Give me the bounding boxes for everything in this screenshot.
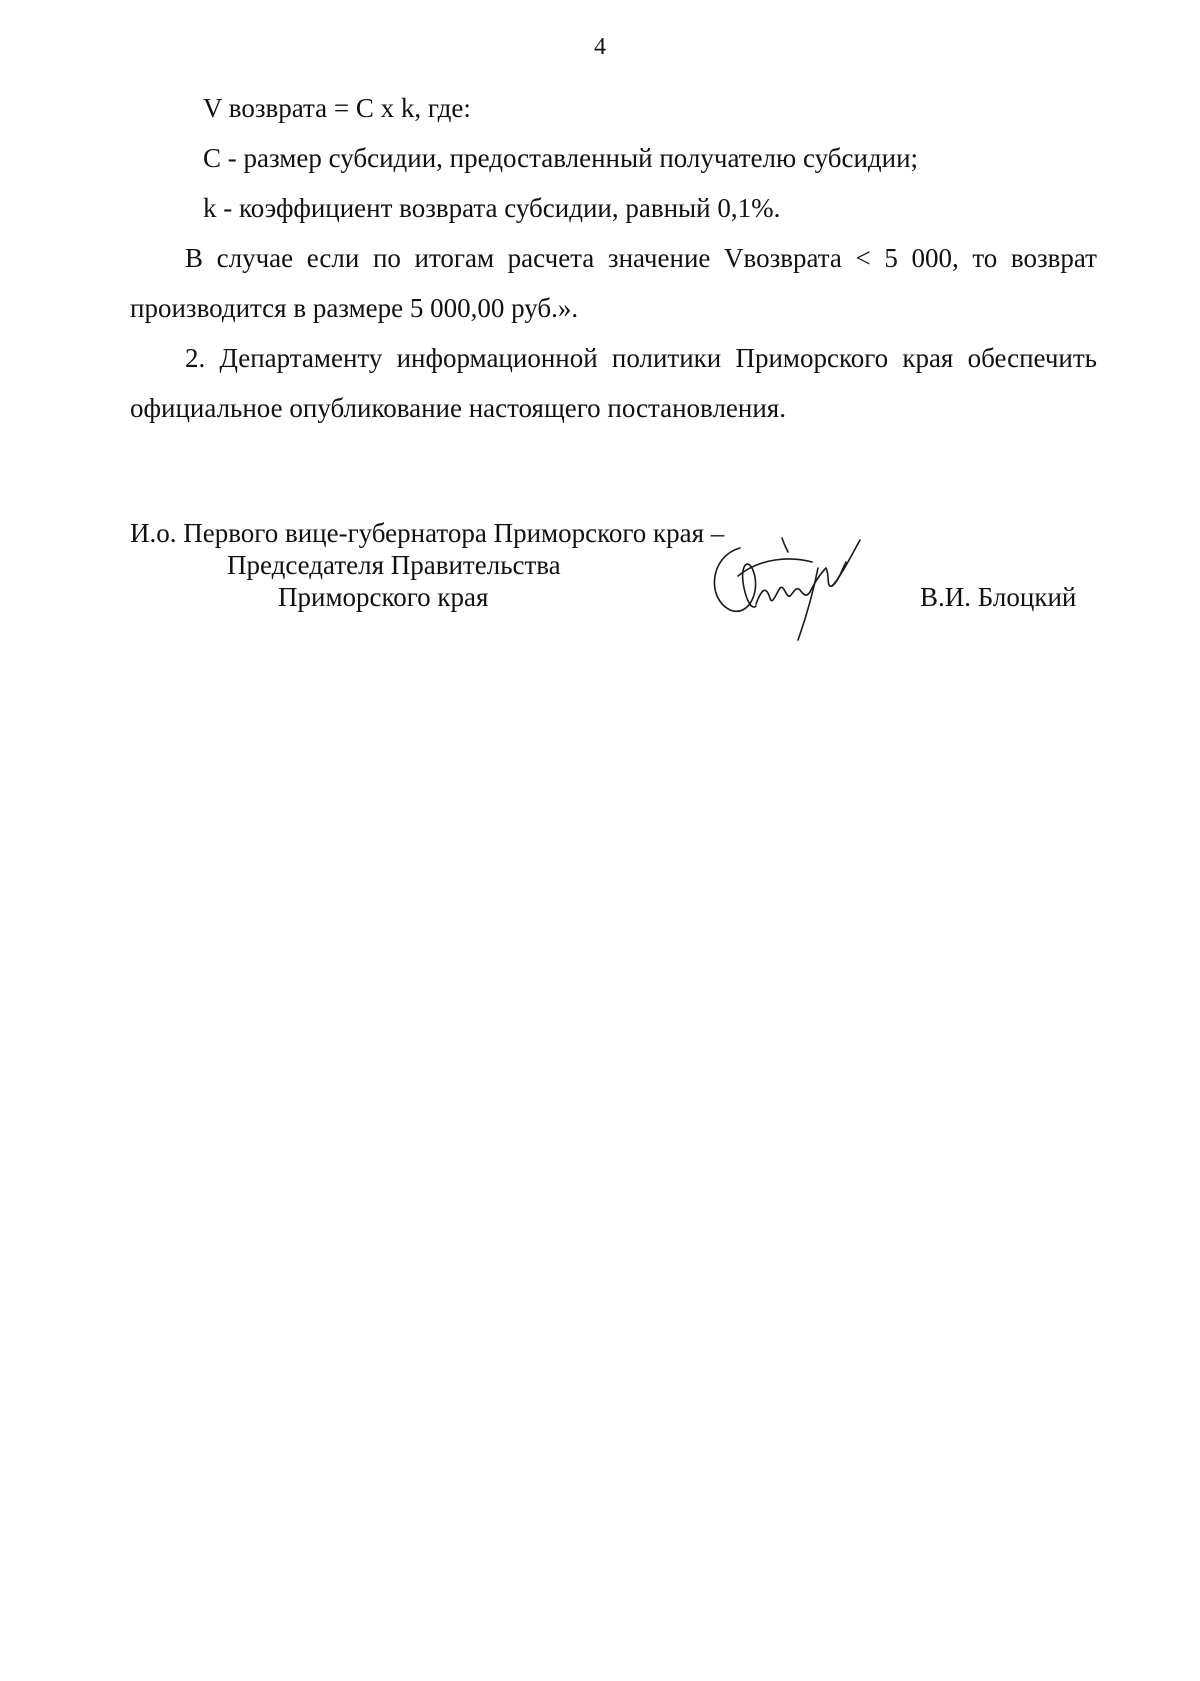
paragraph-minimum-line-1: В случае если по итогам расчета значение Vвозврата < 5 000, то возврат <box>185 243 1097 273</box>
formula-definition-c: С - размер субсидии, предоставленный получателю субсидии; <box>203 143 919 173</box>
paragraph-2-line-2: официальное опубликование настоящего постановления. <box>130 393 786 423</box>
handwritten-signature-icon <box>700 528 900 648</box>
paragraph-2-line-1: 2. Департаменту информационной политики Приморского края обеспечить <box>185 343 1097 373</box>
signatory-title-line-2: Председателя Правительства <box>227 550 561 580</box>
formula-definition-k: k - коэффициент возврата субсидии, равный 0,1%. <box>203 193 781 223</box>
signatory-title-line-1: И.о. Первого вице-губернатора Приморского края – <box>130 518 725 548</box>
formula-line: V возврата = С x k, где: <box>203 93 471 123</box>
page-number: 4 <box>594 34 606 60</box>
signer-name: В.И. Блоцкий <box>920 582 1077 612</box>
signatory-title-line-3: Приморского края <box>278 582 489 612</box>
paragraph-minimum-line-2: производится в размере 5 000,00 руб.». <box>130 293 579 323</box>
